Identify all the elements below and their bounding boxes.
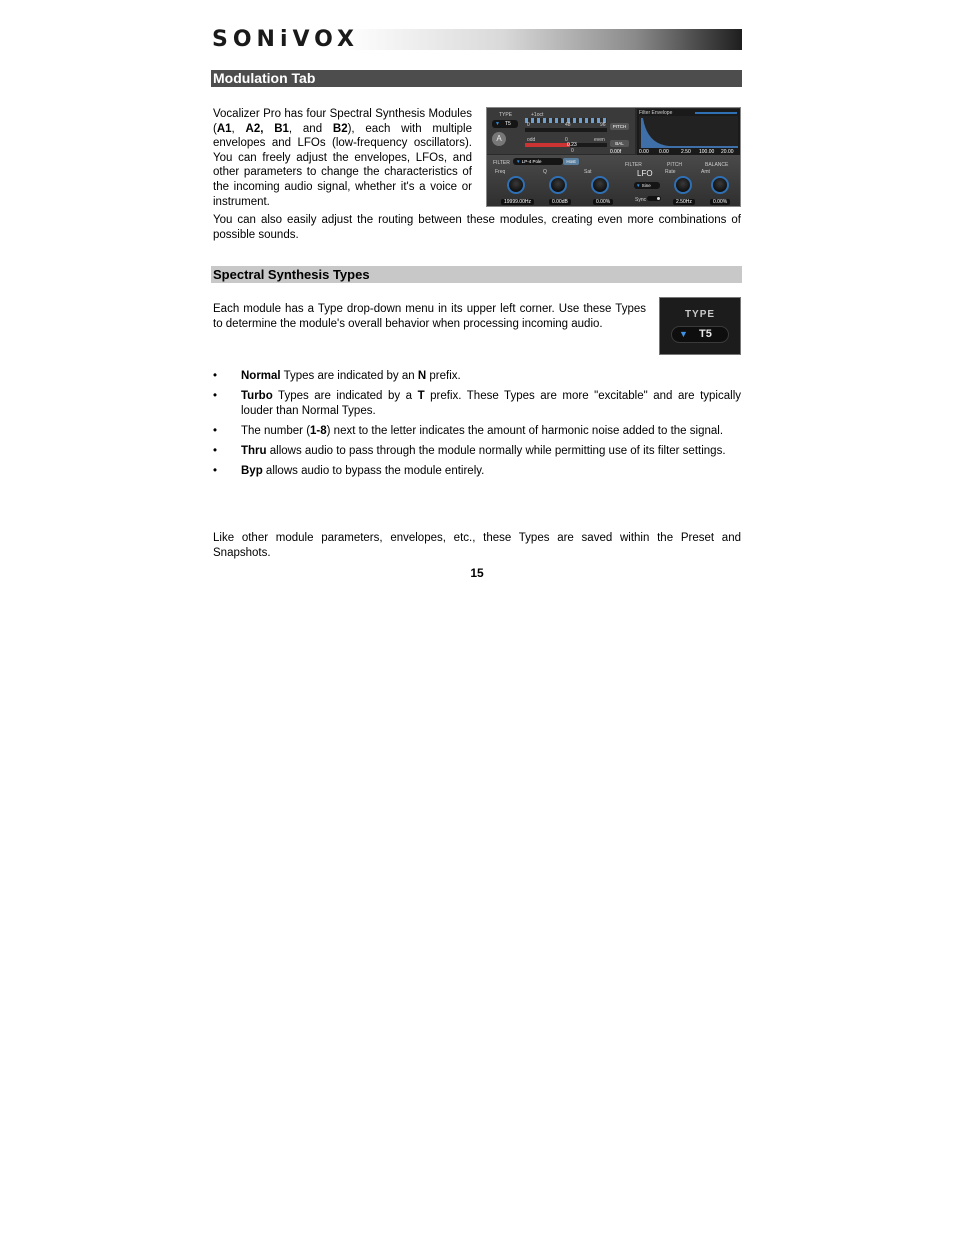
type-image-label: TYPE [684, 309, 716, 320]
types-intro-paragraph: Each module has a Type drop-down menu in its upper left corner. Use these Types to determine the module's overall behavior when processing incoming audio. [213, 303, 646, 330]
type-dropdown-image [659, 297, 741, 355]
pitch-button: PITCH [610, 123, 629, 130]
types-bullet-list [213, 369, 741, 484]
type-image-dropdown: ▼ T5 [671, 326, 729, 343]
list-item: • Thru allows audio to pass through the module normally while permitting use of its filter settings. [213, 444, 726, 457]
lfo-label: LFO [637, 169, 653, 178]
filter-envelope-panel: Filter Envelope 0.00 0.00 2.50 100.00 20.00 [637, 109, 740, 157]
q-knob [549, 176, 567, 194]
section-heading-modulation-tab: Modulation Tab [211, 70, 742, 87]
type-label: TYPE [499, 112, 513, 118]
list-item: • Normal Types are indicated by an N prefix. [213, 370, 461, 382]
list-item: • Turbo Types are indicated by a T prefix. These Types are more "excitable" and are typically louder than Normal Types. [213, 389, 741, 417]
module-screenshot: TYPE ▼ T5 +1oct 0 48 96 PITCH A odd 0 even 0.23 0 BAL 0.00f Filter Envelope 0.00 0.00 2.50 100.00 20.00 FILTER ▼ LP-4 Pole Host FILTER PITCH BALANCE Freq Q Sat 19999.00Hz 0.00dB 0.00% LFO ▼ Sine Sync Rate Amt 2.50Hz 0.00% [486, 107, 741, 207]
host-button: Host [563, 158, 579, 165]
rate-knob [674, 176, 692, 194]
brand-logo: SONiVOX [212, 27, 360, 52]
list-item: • Byp allows audio to bypass the module entirely. [213, 464, 485, 477]
chevron-down-icon: ▼ [679, 329, 688, 339]
lfo-shape-dropdown: ▼ Sine [634, 182, 660, 189]
amt-knob [711, 176, 729, 194]
routing-paragraph: You can also easily adjust the routing between these modules, creating even more combinations of possible sounds. [213, 214, 741, 241]
sat-knob [591, 176, 609, 194]
freq-knob [507, 176, 525, 194]
modulation-intro-paragraph: Vocalizer Pro has four Spectral Synthesis Modules (A1, A2, B1, and B2), each with multiple envelopes and LFOs (low-frequency oscillators). You can freely adjust the envelopes, LFOs, and other parameters to change the characteristics of the incoming audio signal, whether it's a voice or instrument. [213, 108, 472, 208]
bal-button: BAL [610, 140, 629, 147]
filter-type-dropdown: ▼ LP-4 Pole [513, 158, 563, 165]
section-heading-spectral-synthesis-types: Spectral Synthesis Types [211, 266, 742, 283]
page-number: 15 [470, 566, 484, 580]
list-item: • The number (1-8) next to the letter indicates the amount of harmonic noise added to the signal. [213, 424, 724, 437]
type-dropdown: ▼ T5 [492, 120, 518, 128]
octave-label: +1oct [531, 112, 544, 118]
closing-paragraph: Like other module parameters, envelopes, etc., these Types are saved within the Preset and Snapshots. [213, 532, 741, 559]
odd-even-fill [525, 143, 570, 147]
module-badge: A [492, 132, 506, 146]
envelope-curve [639, 116, 738, 148]
